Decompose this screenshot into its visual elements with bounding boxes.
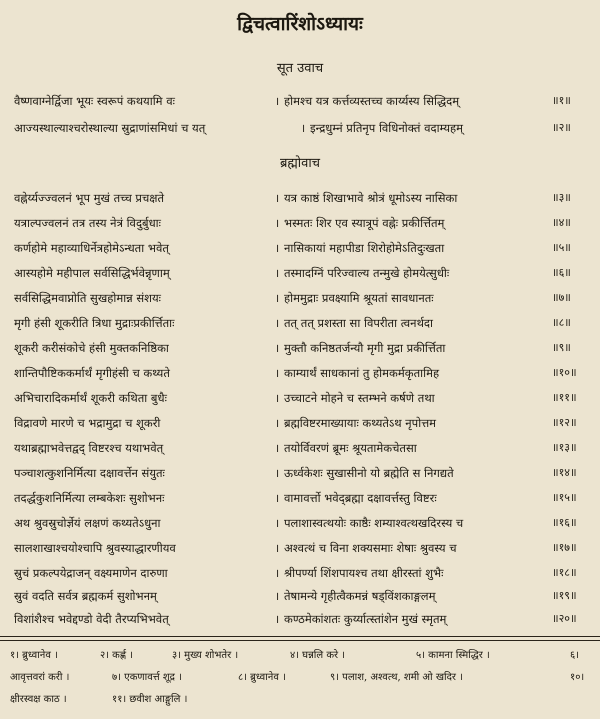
verse-number: ॥७॥ (552, 291, 571, 304)
verse-number: ॥८॥ (552, 316, 571, 329)
verse-first-half: पञ्चाशत्कुशनिर्मित्या दक्षावर्त्तेन संयुतः (14, 466, 165, 480)
verse-first-half: वह्नेर्य्यज्ज्वलनं भूप मुखं तच्च प्रचक्षते (14, 191, 165, 205)
footnote: १। ब्रुध्वानेव । (10, 650, 58, 661)
verse-second-half: पलाशास्वत्थयोः काष्ठैः शम्याश्वत्थखदिरस्य च (284, 516, 464, 530)
verse-row (0, 388, 600, 408)
verse-number: ॥१२॥ (552, 416, 577, 429)
verse-number: ॥१॥ (552, 94, 571, 107)
verse-separator: । (274, 416, 280, 430)
verse-number: ॥१४॥ (552, 466, 577, 479)
verse-second-half: अश्वत्थं च विना शक्यसमाः शेषाः श्रुवस्य च (284, 541, 457, 555)
verse-second-half: तत् तत् प्रशस्ता सा विपरीता त्वनर्थदा (284, 316, 433, 330)
verse-first-half: तदर्द्धकुशनिर्मित्या लम्बकेशः सुशोभनः (14, 491, 165, 505)
verse-separator: । (274, 541, 280, 555)
footnote-row (0, 645, 600, 667)
verse-first-half: वैष्णवाग्नेर्द्विजा भूयः स्वरूपं कथयामि वः (14, 94, 175, 108)
verse-row (0, 288, 600, 308)
verse-number: ॥१५॥ (552, 491, 577, 504)
verse-second-half: उच्चाटने मोहने च स्तम्भने कर्षणे तथा (284, 391, 435, 405)
footnote: ४। घन्नलि करे । (290, 650, 346, 661)
verse-row (0, 563, 600, 583)
verse-first-half: मृगी हंसी शूकरीति त्रिधा मुद्राःप्रकीर्त्तिताः (14, 316, 175, 330)
verse-separator: । (274, 391, 280, 405)
verse-row (0, 488, 600, 508)
footnote-divider (0, 636, 600, 637)
verse-first-half: शान्तिपौष्टिककर्मार्थं मृगीहंसी च कथ्यते (14, 366, 170, 380)
verse-row (0, 538, 600, 558)
verse-number: ॥६॥ (552, 266, 571, 279)
verse-second-half: श्रीपर्ण्या शिंशपायश्च तथा क्षीरस्तां शुभैः (284, 566, 444, 580)
verse-number: ॥९॥ (552, 341, 571, 354)
footnote: आवृत्तवरां करी । (10, 672, 70, 683)
verse-second-half: भस्मतः शिर एव स्यात्रूपं वह्नेः प्रकीर्त्तितम् (284, 216, 445, 230)
verse-second-half: ब्रह्मविष्टरमाख्यायाः कथ्यतेऽथ नृपोत्तम (284, 416, 437, 430)
verse-row (0, 609, 600, 629)
footnote-row (0, 689, 600, 711)
verse-separator: । (274, 191, 280, 205)
verse-first-half: कर्णहोमे महाव्याधिर्नेत्रहोमेऽन्धता भवेत् (14, 241, 169, 255)
verse-number: ॥३॥ (552, 191, 571, 204)
verse-number: ॥२॥ (552, 121, 571, 134)
verse-separator: । (274, 516, 280, 530)
footnote-divider (0, 640, 600, 641)
footnote: ७। एकणावर्त्त शूद्र । (112, 672, 182, 683)
verse-first-half: अथ श्रुवस्रुचोर्ज्ञेयं लक्षणं कथ्यतेऽधुना (14, 516, 161, 530)
verse-row (0, 513, 600, 533)
verse-row (0, 438, 600, 458)
footnote: ६। (570, 650, 579, 661)
footnote: ९। पलाश, अश्वत्थ, शमी ओ खदिर । (330, 672, 463, 683)
verse-separator: । (274, 441, 280, 455)
verse-second-half: होमश्च यत्र कर्त्तव्यस्तच्च कार्य्यस्य सिद्धिदम् (284, 94, 460, 108)
verse-number: ॥११॥ (552, 391, 577, 404)
verse-second-half: नासिकायां महापीडा शिरोहोमेऽतिदुःखता (284, 241, 445, 255)
verse-number: ॥५॥ (552, 241, 571, 254)
verse-first-half: आस्यहोमे महीपाल सर्वसिद्धिर्भवेन्नृणाम् (14, 266, 170, 280)
verse-second-half: वामावर्त्तो भवेद्ब्रह्मा दक्षावर्त्तस्तु विष्टरः (284, 491, 437, 505)
verse-number: ॥१८॥ (552, 566, 577, 579)
verse-second-half: इन्द्रधुम्नं प्रतिनृप विधिनोक्तं वदाम्यहम् (310, 121, 463, 135)
verse-row (0, 263, 600, 283)
verse-first-half: आज्यस्थाल्याश्चरोस्थाल्या स्रुद्राणांसमिधां च यत् (14, 121, 206, 135)
verse-second-half: होममुद्राः प्रवक्ष्यामि श्रूयतां सावधानतः (284, 291, 434, 305)
verse-separator: । (274, 589, 280, 603)
verse-first-half: यथाब्रह्माभवेत्तद्वद् विष्टरश्च यथाभवेत् (14, 441, 164, 455)
verse-second-half: काम्यार्थं साधकानां तु होमकर्मकृतामिह (284, 366, 440, 380)
verse-first-half: विद्रावणे मारणे च भद्रामुद्रा च शूकरी (14, 416, 161, 430)
verse-separator: । (300, 121, 306, 135)
verse-row (0, 313, 600, 333)
verse-number: ॥१६॥ (552, 516, 577, 529)
verse-number: ॥२०॥ (552, 612, 577, 625)
footnote: १०। (570, 672, 585, 683)
verse-second-half: तस्मादग्निं परिज्वाल्य तन्मुखे होमयेत्सुधीः (284, 266, 450, 280)
footnote: ८। ब्रुध्वानेव । (238, 672, 286, 683)
verse-separator: । (274, 366, 280, 380)
verse-row (0, 363, 600, 383)
footnote: ११। छवीश आङ्गुलि । (112, 694, 188, 705)
verse-separator: । (274, 612, 280, 626)
footnote: २। कर्ह्ण । (100, 650, 134, 661)
verse-row (0, 238, 600, 258)
verse-first-half: सालशाखाश्चयोश्चापि श्रुवस्याद्धारणीयव (14, 541, 176, 555)
verse-number: ॥१९॥ (552, 589, 577, 602)
verse-row (0, 188, 600, 208)
verse-separator: । (274, 566, 280, 580)
footnote: ३। मुख्य शोभतेर । (172, 650, 239, 661)
verse-second-half: यत्र काष्ठं शिखाभावे श्रोत्रं धूमोऽस्य नासिका (284, 191, 458, 205)
verse-number: ॥१०॥ (552, 366, 577, 379)
verse-row (0, 413, 600, 433)
verse-separator: । (274, 94, 280, 108)
verse-second-half: कण्ठमेकांशतः कुर्य्यात्स्तांशेन मुखं स्मृतम् (284, 612, 447, 626)
speaker-heading-suta: सूत उवाच (276, 61, 324, 76)
verse-first-half: स्रुचं प्रकल्पयेद्राजन् वक्ष्यमाणेन दारुणा (14, 566, 168, 580)
verse-row (0, 463, 600, 483)
verse-separator: । (274, 491, 280, 505)
verse-second-half: तयोर्विवरणं ब्रूमः श्रूयतामेकचेतसा (284, 441, 417, 455)
verse-first-half: यत्राल्पज्वलनं तत्र तस्य नेत्रं विदुर्बुधाः (14, 216, 161, 230)
verse-separator: । (274, 241, 280, 255)
verse-first-half: सर्वसिद्धिमवाप्नोति सुखहोमान्न संशयः (14, 291, 161, 305)
verse-first-half: विशांशैश्च भवेद्दण्डो वेदी तैरप्यभिभवेत् (14, 612, 169, 626)
verse-separator: । (274, 216, 280, 230)
verse-row (0, 586, 600, 606)
footnote: क्षीरस्वक्ष काठ । (10, 694, 67, 705)
verse-first-half: स्रुवं वदति सर्वत्र ब्रह्मकर्म सुशोभनम् (14, 589, 157, 603)
chapter-title: द्विचत्वारिंशोऽध्यायः (237, 13, 363, 35)
verse-second-half: ऊर्ध्वकेशः सुखासीनो यो ब्रह्मेति स निगद्यते (284, 466, 454, 480)
verse-second-half: मुक्तौ कनिष्ठतर्जन्यौ मृगी मुद्रा प्रकीर्त्तिता (284, 341, 446, 355)
verse-separator: । (274, 291, 280, 305)
verse-separator: । (274, 316, 280, 330)
verse-row (0, 338, 600, 358)
verse-row (0, 118, 600, 138)
verse-number: ॥१७॥ (552, 541, 577, 554)
verse-first-half: शूकरी करीसंकोचे हंसी मुक्तकनिष्ठिका (14, 341, 169, 355)
verse-first-half: अभिचारादिकर्मार्थं शूकरी कथिता बुधैः (14, 391, 167, 405)
verse-row (0, 213, 600, 233)
footnote-row (0, 667, 600, 689)
verse-separator: । (274, 341, 280, 355)
speaker-heading-brahma: ब्रह्मोवाच (279, 156, 321, 171)
verse-number: ॥१३॥ (552, 441, 577, 454)
verse-number: ॥४॥ (552, 216, 571, 229)
verse-separator: । (274, 466, 280, 480)
verse-separator: । (274, 266, 280, 280)
footnote: ५। कामना स्मिद्धिर । (416, 650, 490, 661)
verse-second-half: तेषामन्ये गृहीत्वैकमन्नं षड्विंशकाङ्गलम् (284, 589, 436, 603)
verse-row (0, 91, 600, 111)
